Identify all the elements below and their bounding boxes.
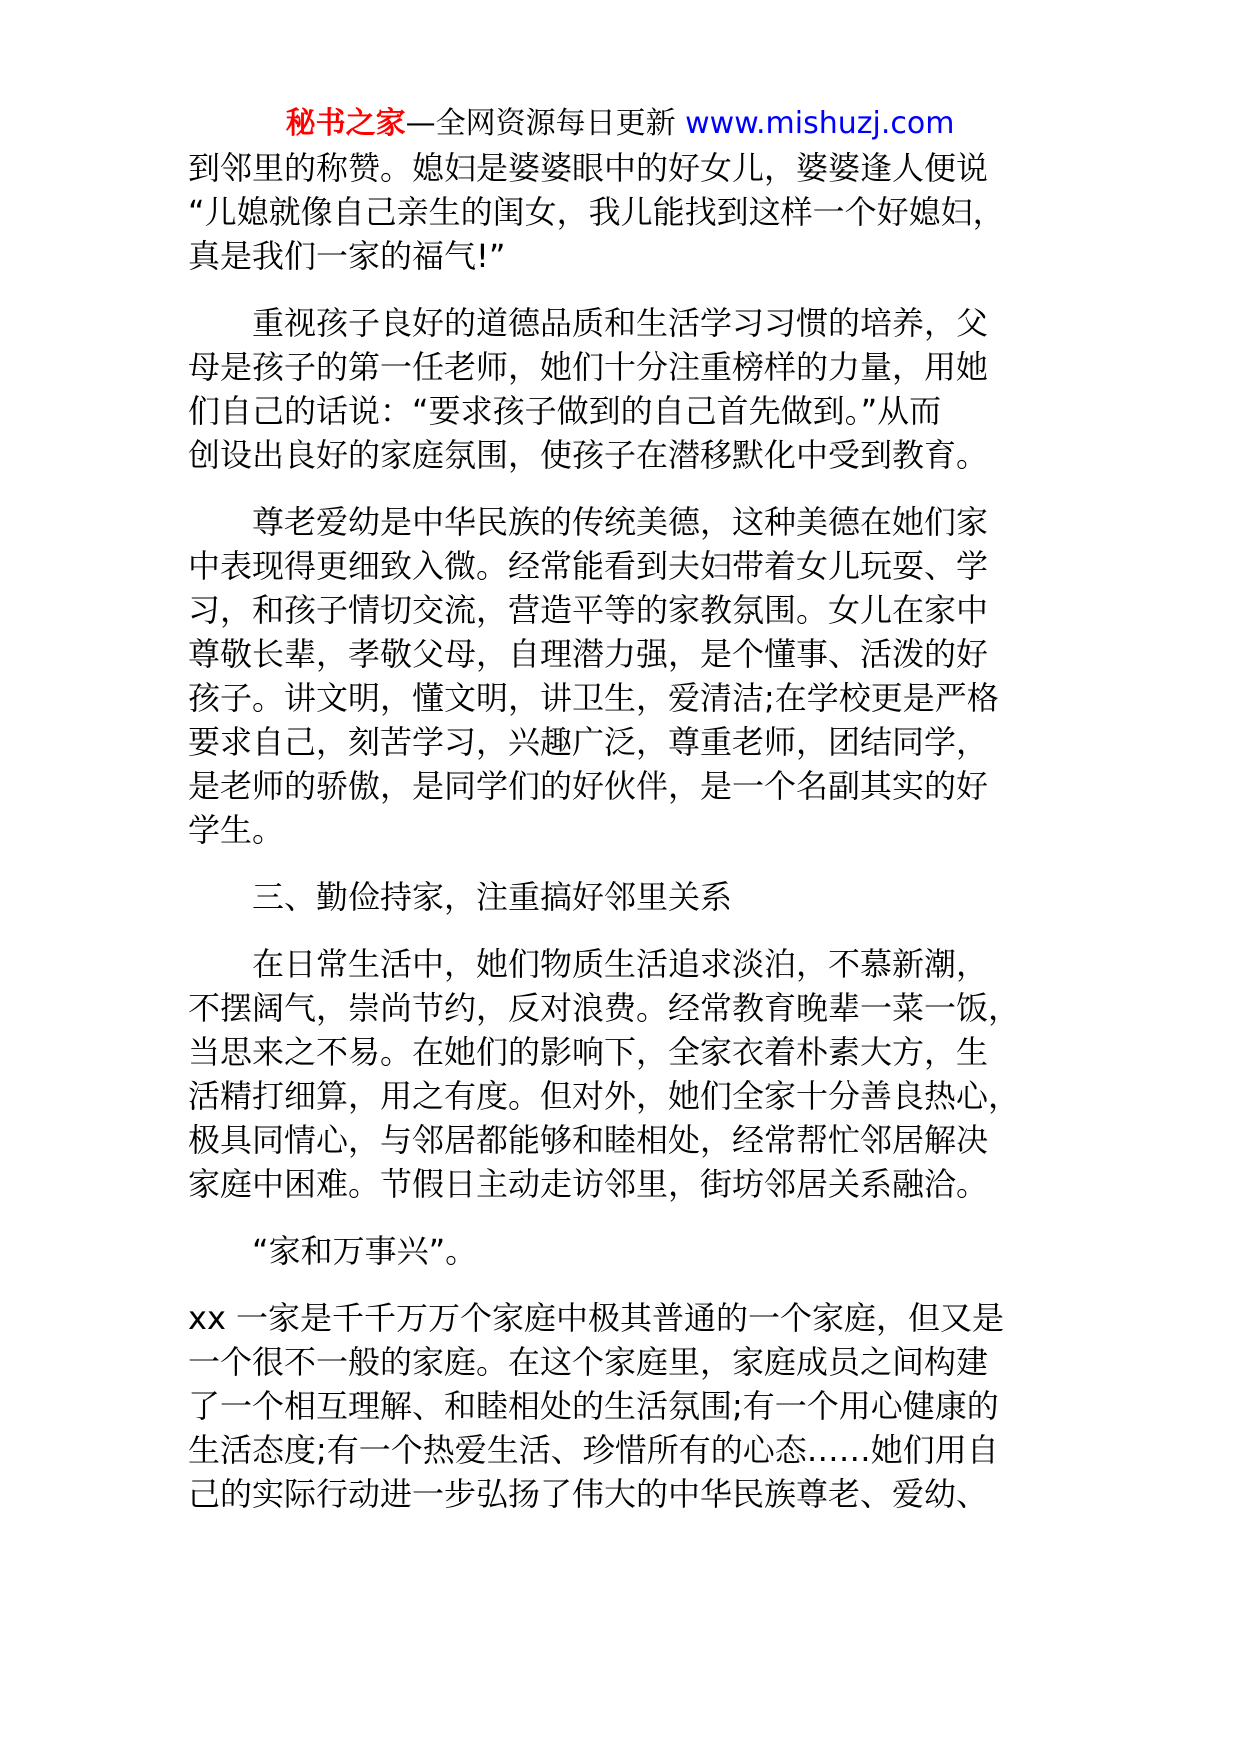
paragraph-line: 极具同情心，与邻居都能够和睦相处，经常帮忙邻居解决 (188, 1121, 989, 1159)
paragraph-line: 孩子。讲文明，懂文明，讲卫生，爱清洁;在学校更是严格 (188, 679, 999, 717)
paragraph-line: 尊敬长辈，孝敬父母，自理潜力强，是个懂事、活泼的好 (188, 635, 989, 673)
paragraph (188, 1296, 1060, 1516)
paragraph-line: “家和万事兴”。 (252, 1232, 478, 1270)
paragraph-line: “儿媳就像自己亲生的闺女，我儿能找到这样一个好媳妇， (188, 193, 1005, 231)
header-brand: 秘书之家 (285, 106, 406, 141)
paragraph (188, 146, 1060, 278)
page-header (0, 102, 1240, 146)
paragraph-line: 在日常生活中，她们物质生活追求淡泊，不慕新潮， (252, 945, 989, 983)
paragraph-line: 是老师的骄傲，是同学们的好伙伴，是一个名副其实的好 (188, 767, 989, 805)
paragraph-line: 重视孩子良好的道德品质和生活学习习惯的培养，父 (252, 304, 989, 342)
paragraph-line: 己的实际行动进一步弘扬了伟大的中华民族尊老、爱幼、 (188, 1475, 989, 1513)
paragraph-line: 一个很不一般的家庭。在这个家庭里，家庭成员之间构建 (188, 1343, 989, 1381)
paragraph (188, 1229, 1060, 1273)
paragraph (188, 942, 1060, 1206)
header-tagline: —全网资源每日更新 (405, 106, 686, 141)
paragraph-line: xx 一家是千千万万个家庭中极其普通的一个家庭，但又是 (188, 1299, 1005, 1337)
paragraph-line: 活精打细算，用之有度。但对外，她们全家十分善良热心， (188, 1077, 1021, 1115)
paragraph-line: 家庭中困难。节假日主动走访邻里，街坊邻居关系融洽。 (188, 1165, 989, 1203)
paragraph-line: 学生。 (188, 811, 285, 849)
paragraph-line: 到邻里的称赞。媳妇是婆婆眼中的好女儿，婆婆逢人便说 (188, 149, 989, 187)
paragraph-line: 母是孩子的第一任老师，她们十分注重榜样的力量，用她 (188, 348, 989, 386)
paragraph (188, 875, 1060, 919)
paragraph-line: 要求自己，刻苦学习，兴趣广泛，尊重老师，团结同学， (188, 723, 989, 761)
paragraph-line: 不摆阔气，崇尚节约，反对浪费。经常教育晚辈一菜一饭， (188, 989, 1021, 1027)
paragraph-line: 中表现得更细致入微。经常能看到夫妇带着女儿玩耍、学 (188, 547, 989, 585)
paragraph (188, 500, 1060, 852)
paragraph-line: 真是我们一家的福气!” (188, 237, 506, 275)
paragraph-line: 当思来之不易。在她们的影响下，全家衣着朴素大方，生 (188, 1033, 989, 1071)
paragraph (188, 301, 1060, 477)
document-body (188, 146, 1060, 1539)
paragraph-line: 们自己的话说：“要求孩子做到的自己首先做到。”从而 (188, 392, 942, 430)
paragraph-line: 尊老爱幼是中华民族的传统美德，这种美德在她们家 (252, 503, 989, 541)
paragraph-line: 生活态度;有一个热爱生活、珍惜所有的心态……她们用自 (188, 1431, 999, 1469)
header-url-link[interactable]: www.mishuzj.com (685, 106, 955, 141)
paragraph-line: 创设出良好的家庭氛围，使孩子在潜移默化中受到教育。 (188, 436, 989, 474)
paragraph-line: 习，和孩子情切交流，营造平等的家教氛围。女儿在家中 (188, 591, 989, 629)
paragraph-line: 三、勤俭持家，注重搞好邻里关系 (252, 878, 733, 916)
paragraph-line: 了一个相互理解、和睦相处的生活氛围;有一个用心健康的 (188, 1387, 999, 1425)
